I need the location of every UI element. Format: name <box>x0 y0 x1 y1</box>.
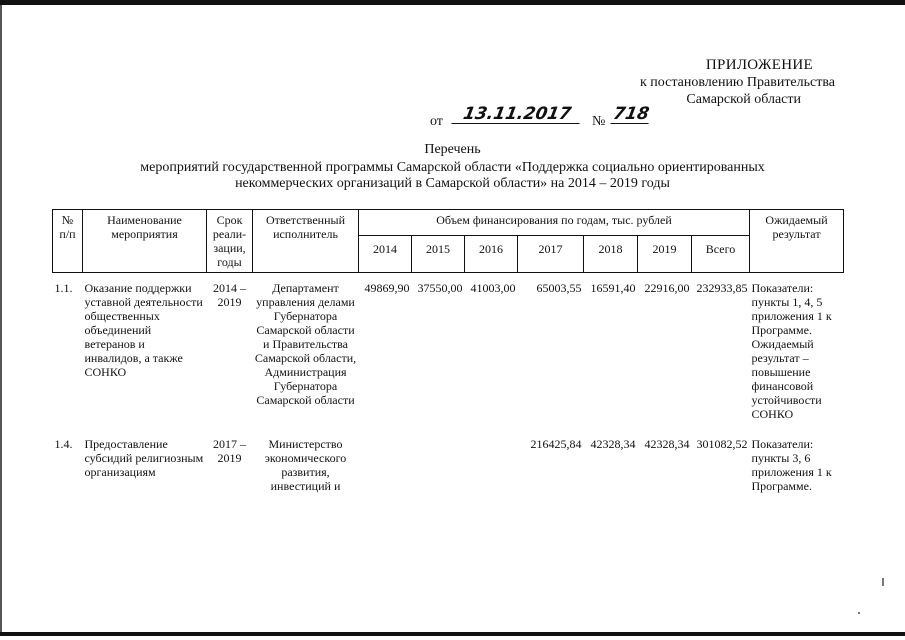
annex-block <box>429 57 835 130</box>
left-border-rule <box>0 5 2 633</box>
annex-line-region: Самарской области <box>686 92 801 107</box>
scan-mark <box>858 612 860 614</box>
annex-title: ПРИЛОЖЕНИЕ <box>705 57 813 73</box>
document-title: Перечень <box>424 142 481 157</box>
header-funding: Объем финансирования по годам, тыс. рублей <box>359 210 750 236</box>
date-prefix: от <box>429 114 443 129</box>
bottom-border-rule <box>0 632 905 636</box>
row-value-total: 301082,52 <box>696 437 748 451</box>
row-num: 1.4. <box>54 437 73 451</box>
header-total: Всего <box>692 236 750 273</box>
scan-mark <box>882 578 884 586</box>
row-value-2015: 37550,00 <box>417 281 463 295</box>
annex-date-number-line <box>429 104 835 130</box>
header-term: Срок реали-зации, годы <box>207 210 253 273</box>
row-value-2017: 65003,55 <box>536 281 582 295</box>
measures-table <box>52 209 844 493</box>
header-result: Ожидаемый результат <box>750 210 844 273</box>
row-result: Показатели: пункты 1, 4, 5 приложения 1 к Программе. Ожидаемый результат – повышение финансовой устойчивости СОНКО <box>751 281 832 421</box>
row-value-2019: 42328,34 <box>644 437 690 451</box>
annex-line-resolution: к постановлению Правительства <box>639 75 835 90</box>
row-result: Показатели: пункты 3, 6 приложения 1 к Программе. <box>751 437 832 493</box>
header-year: 2015 <box>412 236 465 273</box>
row-responsible: Министерство экономического развития, инвестиций и <box>264 437 347 493</box>
row-value-2014 <box>359 431 412 493</box>
header-year: 2017 <box>518 236 584 273</box>
number-prefix: № <box>591 114 606 129</box>
row-value-2019: 22916,00 <box>644 281 690 295</box>
row-term: 2017 – 2019 <box>213 437 246 465</box>
row-value-2016: 41003,00 <box>470 281 516 295</box>
row-value-2016 <box>465 431 518 493</box>
top-border-rule <box>0 0 905 5</box>
row-value-2017: 216425,84 <box>530 437 582 451</box>
table-row <box>53 273 844 432</box>
row-value-total: 232933,85 <box>696 281 748 295</box>
row-term: 2014 – 2019 <box>213 281 246 309</box>
header-year: 2016 <box>465 236 518 273</box>
document-subtitle-line2: некоммерческих организаций в Самарской области» на 2014 – 2019 годы <box>235 176 670 191</box>
header-num: № п/п <box>53 210 83 273</box>
header-year: 2019 <box>638 236 692 273</box>
row-num: 1.1. <box>54 281 73 295</box>
document-subtitle-line1: мероприятий государственной программы Самарской области «Поддержка социально ориентированных <box>140 160 765 175</box>
row-responsible: Департамент управления делами Губернатора Самарской области и Правительства Самарской области, Администрация Губернатора Самарской области <box>254 281 357 407</box>
row-value-2018: 16591,40 <box>590 281 636 295</box>
header-responsible: Ответственный исполнитель <box>253 210 359 273</box>
header-year: 2018 <box>584 236 638 273</box>
resolution-number: 718 <box>611 104 651 124</box>
row-value-2014: 49869,90 <box>364 281 410 295</box>
row-value-2018: 42328,34 <box>590 437 636 451</box>
resolution-date: 13.11.2017 <box>451 106 582 124</box>
row-name: Предоставление субсидий религиозным организациям <box>84 437 204 479</box>
table-row <box>53 431 844 493</box>
row-name: Оказание поддержки уставной деятельности общественных объединений ветеранов и инвалидов, а также СОНКО <box>84 281 203 379</box>
row-value-2015 <box>412 431 465 493</box>
header-year: 2014 <box>359 236 412 273</box>
header-name: Наименование мероприятия <box>83 210 207 273</box>
